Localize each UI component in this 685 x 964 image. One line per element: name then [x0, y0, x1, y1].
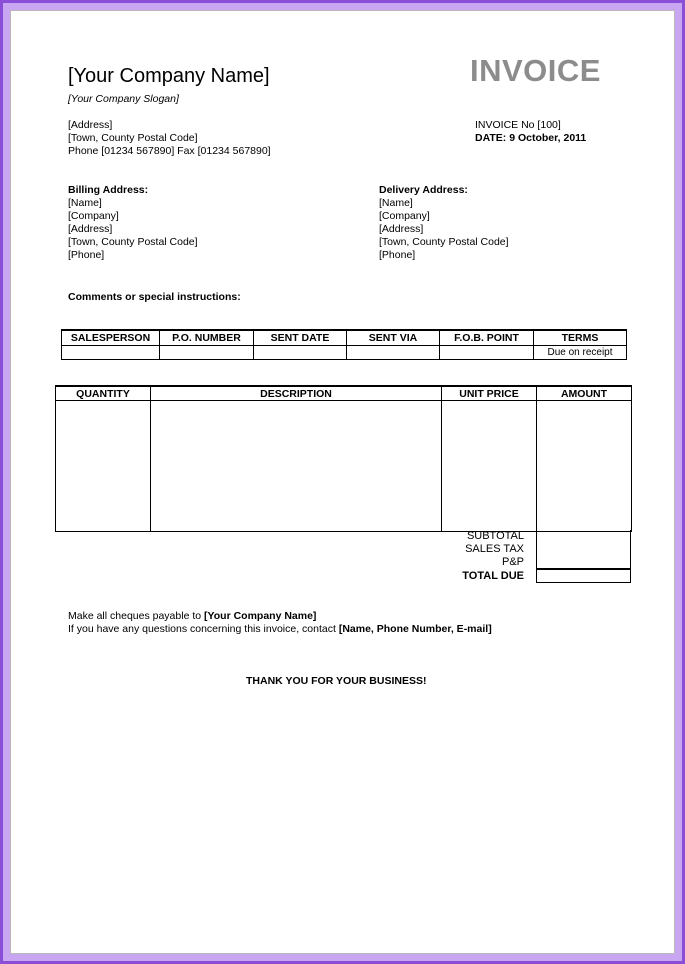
order-info-value-row — [62, 346, 627, 360]
billing-phone: [Phone] — [68, 249, 105, 261]
company-address-block — [68, 119, 271, 158]
header-terms: TERMS — [534, 330, 627, 346]
company-name: [Your Company Name] — [68, 65, 270, 87]
questions-line — [68, 623, 492, 636]
billing-town: [Town, County Postal Code] — [68, 236, 198, 248]
value-terms: Due on receipt — [534, 346, 627, 360]
header-po-number: P.O. NUMBER — [160, 330, 254, 346]
subtotal-label: SUBTOTAL — [466, 530, 524, 542]
amount-cell — [537, 401, 632, 532]
billing-company: [Company] — [68, 210, 119, 222]
header-sent-date: SENT DATE — [254, 330, 347, 346]
value-salesperson — [62, 346, 160, 360]
billing-name: [Name] — [68, 197, 102, 209]
delivery-heading: Delivery Address: — [379, 184, 468, 196]
subtotal-tax-pp-box — [536, 530, 631, 569]
comments-label: Comments or special instructions: — [68, 291, 241, 303]
sales-tax-label: SALES TAX — [465, 543, 524, 555]
cheques-prefix: Make all cheques payable to — [68, 610, 205, 622]
company-town: [Town, County Postal Code] — [68, 132, 198, 144]
unit-price-cell — [442, 401, 537, 532]
header-quantity: QUANTITY — [56, 386, 151, 401]
thank-you-message: THANK YOU FOR YOUR BUSINESS! — [246, 675, 427, 687]
header-salesperson: SALESPERSON — [62, 330, 160, 346]
line-items-body-row — [56, 401, 632, 532]
order-info-header-row — [62, 330, 627, 346]
description-cell — [151, 401, 442, 532]
company-slogan: [Your Company Slogan] — [68, 93, 179, 105]
invoice-date: DATE: 9 October, 2011 — [475, 132, 587, 144]
invoice-meta-block — [475, 119, 586, 145]
value-sent-date — [254, 346, 347, 360]
delivery-phone: [Phone] — [379, 249, 416, 261]
value-fob-point — [440, 346, 534, 360]
billing-address-block — [68, 184, 198, 262]
header-description: DESCRIPTION — [151, 386, 442, 401]
billing-heading: Billing Address: — [68, 184, 149, 196]
value-sent-via — [347, 346, 440, 360]
header-fob-point: F.O.B. POINT — [440, 330, 534, 346]
header-sent-via: SENT VIA — [347, 330, 440, 346]
pp-label: P&P — [501, 556, 524, 568]
delivery-address-block — [379, 184, 509, 262]
cheques-line — [68, 610, 316, 623]
delivery-town: [Town, County Postal Code] — [379, 236, 509, 248]
cheques-payee: [Your Company Name] — [204, 610, 317, 622]
total-due-label: TOTAL DUE — [462, 570, 524, 582]
line-items-header-row — [56, 386, 632, 401]
order-info-table — [61, 329, 627, 360]
delivery-address: [Address] — [379, 223, 424, 235]
invoice-title: INVOICE — [470, 53, 601, 88]
quantity-cell — [56, 401, 151, 532]
questions-prefix: If you have any questions concerning this invoice, contact — [68, 623, 339, 635]
invoice-number: INVOICE No [100] — [475, 119, 561, 131]
company-phone-fax: Phone [01234 567890] Fax [01234 567890] — [68, 145, 271, 157]
billing-address: [Address] — [68, 223, 113, 235]
delivery-company: [Company] — [379, 210, 430, 222]
value-po-number — [160, 346, 254, 360]
total-due-box — [536, 569, 631, 583]
company-address: [Address] — [68, 119, 113, 131]
header-amount: AMOUNT — [537, 386, 632, 401]
header-unit-price: UNIT PRICE — [442, 386, 537, 401]
questions-contact: [Name, Phone Number, E-mail] — [338, 623, 492, 635]
line-items-table — [55, 385, 632, 532]
invoice-page — [10, 10, 675, 954]
delivery-name: [Name] — [379, 197, 413, 209]
